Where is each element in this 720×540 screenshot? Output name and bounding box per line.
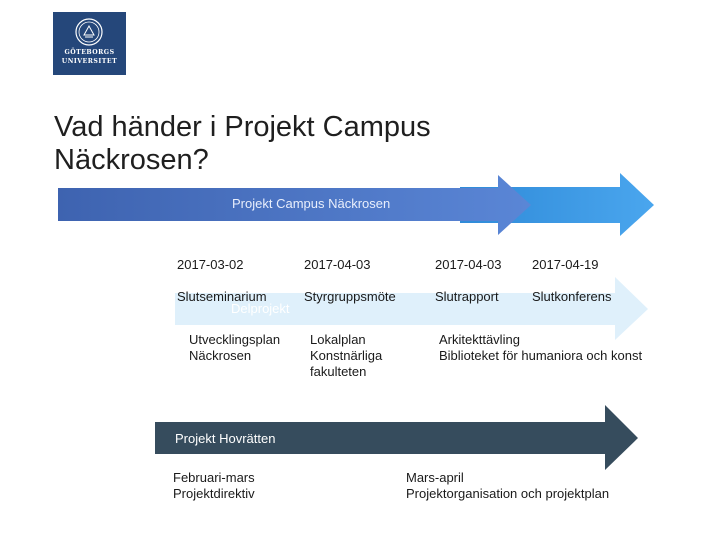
- milestone-label: Slutrapport: [435, 289, 499, 304]
- delprojekt-bar-label: Delprojekt: [231, 301, 290, 316]
- delprojekt-item-2: Lokalplan Konstnärliga fakulteten: [310, 332, 383, 379]
- milestone-2: [304, 241, 396, 321]
- milestone-3: [435, 241, 502, 321]
- delprojekt-item-3: Arkitekttävling Biblioteket för humaniora och konst: [439, 332, 643, 363]
- campus-bar-label: Projekt Campus Näckrosen: [232, 196, 391, 211]
- logo-text: GÖTEBORGS UNIVERSITET: [61, 49, 118, 65]
- milestone-date: 2017-03-02: [177, 257, 244, 272]
- milestone-label: Slutkonferens: [532, 289, 612, 304]
- hovratten-item-2: Mars-april Projektorganisation och projektplan: [406, 470, 610, 501]
- milestone-date: 2017-04-03: [435, 257, 502, 272]
- milestone-1: [177, 241, 267, 321]
- milestone-4: [532, 241, 612, 321]
- hovratten-bar-label: Projekt Hovrätten: [175, 431, 276, 446]
- hovratten-item-1: Februari-mars Projektdirektiv: [173, 470, 255, 501]
- milestone-date: 2017-04-03: [304, 257, 371, 272]
- page-title: Vad händer i Projekt Campus Näckrosen?: [54, 111, 431, 176]
- milestone-date: 2017-04-19: [532, 257, 599, 272]
- milestone-label: Slutseminarium: [177, 289, 267, 304]
- delprojekt-item-1: Utvecklingsplan Näckrosen: [189, 332, 281, 363]
- milestone-label: Styrgruppsmöte: [304, 289, 396, 304]
